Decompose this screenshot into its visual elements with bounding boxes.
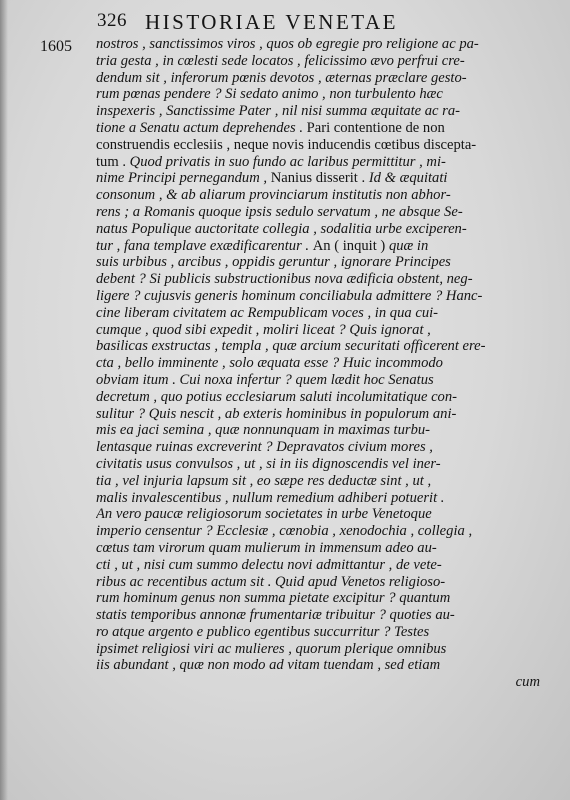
- text-line: [96, 506, 544, 523]
- text-line: [96, 338, 544, 355]
- text-segment: cine liberam civitatem ac Rempublicam voces , in qua cui-: [96, 304, 439, 321]
- text-line: [96, 187, 544, 204]
- text-line: [96, 473, 544, 490]
- page-number: 326: [97, 10, 127, 31]
- text-segment: natus Populique auctoritate collegia , sodalitia urbe exciperen-: [96, 220, 467, 237]
- text-line: [96, 406, 544, 423]
- text-segment: construendis ecclesiis , neque novis inducendis cœtibus discepta-: [96, 136, 477, 153]
- text-segment: nostros , sanctissimos viros , quos ob egregie pro religione ac pa-: [96, 36, 479, 52]
- text-segment: nime Principi pernegandum ,: [96, 170, 271, 187]
- text-line: [96, 322, 544, 339]
- text-segment: imperio censentur ? Ecclesiæ , cœnobia , xenodochia , collegia ,: [96, 523, 473, 540]
- text-segment: statis temporibus annonæ frumentariæ tribuitur ? quoties au-: [96, 607, 455, 624]
- text-line: [96, 137, 544, 154]
- text-segment: Pari contentione de non: [306, 119, 445, 136]
- text-segment: cumque , quod sibi expedit , moliri liceat ? Quis ignorat ,: [96, 321, 431, 338]
- text-line: [96, 154, 544, 171]
- page-gutter-shadow: [0, 0, 8, 800]
- text-segment: ligere ? cujusvis generis hominum conciliabula admittere ? Hanc-: [96, 287, 483, 304]
- text-segment: rens ; a Romanis quoque ipsis sedulo servatum , ne absque Se-: [96, 203, 463, 220]
- text-segment: obviam itum .: [96, 371, 180, 388]
- text-segment: mis ea jaci semina , quæ nonnunquam in maximas turbu-: [96, 422, 431, 439]
- text-segment: tione a Senatu actum deprehendes .: [96, 119, 307, 136]
- text-line: [96, 574, 544, 591]
- text-line: [96, 540, 544, 557]
- text-segment: An ( inquit ): [312, 237, 389, 254]
- text-line: [96, 590, 544, 607]
- text-segment: rum hominum genus non summa pietate excipitur ? quantum: [96, 590, 451, 607]
- text-segment: debent ? Si publicis substructionibus nova ædificia obstent, neg-: [96, 271, 473, 288]
- text-segment: ribus ac recentibus actum sit . Quid apud Venetos religioso-: [96, 573, 446, 590]
- text-line: [96, 372, 544, 389]
- text-line: [96, 254, 544, 271]
- text-line: [96, 70, 544, 87]
- catchword: cum: [515, 674, 540, 691]
- text-segment: dendum sit , inferorum pœnis devotos , æternas præclare gesto-: [96, 69, 467, 86]
- text-line: [96, 657, 544, 674]
- text-segment: ro atque argento e publico egentibus succurritur ? Testes: [96, 623, 430, 640]
- margin-year: 1605: [40, 38, 72, 55]
- text-segment: Quod privatis in suo fundo ac laribus permittitur , mi-: [129, 153, 446, 170]
- body-text: [96, 36, 544, 691]
- text-line: [96, 305, 544, 322]
- text-segment: Id & æquitati: [368, 170, 448, 187]
- text-segment: An vero paucæ religiosorum societates in urbe Venetoque: [96, 506, 432, 523]
- text-line: [96, 456, 544, 473]
- text-line: [96, 641, 544, 658]
- text-line: [96, 36, 544, 53]
- text-segment: sulitur ? Quis nescit , ab exteris hominibus in populorum ani-: [96, 405, 457, 422]
- text-segment: tria gesta , in cœlesti sede locatos , felicissimo ævo perfrui cre-: [96, 52, 465, 69]
- text-segment: ipsimet religiosi viri ac mulieres , quorum plerique omnibus: [96, 640, 447, 657]
- text-segment: malis invalescentibus , nullum remedium adhiberi potuerit .: [96, 489, 445, 506]
- text-segment: quæ in: [388, 237, 429, 254]
- text-segment: suis urbibus , arcibus , oppidis geruntur , ignorare Principes: [96, 254, 451, 271]
- text-line: [96, 170, 544, 187]
- text-segment: inspexeris , Sanctissime Pater , nil nisi summa æquitate ac ra-: [96, 103, 461, 120]
- text-segment: civitatis usus convulsos , ut , si in iis dignoscendis vel iner-: [96, 455, 441, 472]
- running-title: HISTORIAE VENETAE: [145, 10, 398, 34]
- text-segment: Nanius disserit .: [270, 170, 369, 187]
- text-segment: tum .: [96, 153, 130, 170]
- text-segment: tur , fana templave exædificarentur .: [96, 237, 313, 254]
- text-line: [96, 439, 544, 456]
- text-line: [96, 624, 544, 641]
- text-line: [96, 389, 544, 406]
- text-line: [96, 271, 544, 288]
- text-segment: tia , vel injuria lapsum sit , eo sæpe res deductæ sint , ut ,: [96, 472, 432, 489]
- text-line: [96, 490, 544, 507]
- text-segment: Cui noxa infertur ? quem lædit hoc Senatus: [179, 371, 434, 388]
- text-segment: basilicas exstructas , templa , quæ arcium securitati officerent ere-: [96, 338, 486, 355]
- text-line: [96, 238, 544, 255]
- text-segment: consonum , & ab aliarum provinciarum institutis non abhor-: [96, 187, 451, 204]
- text-line: [96, 355, 544, 372]
- text-line: [96, 607, 544, 624]
- text-line: [96, 288, 544, 305]
- text-line: [96, 86, 544, 103]
- text-segment: cœtus tam virorum quam mulierum in immensum adeo au-: [96, 539, 437, 556]
- text-line: [96, 422, 544, 439]
- text-segment: iis abundant , quæ non modo ad vitam tuendam , sed etiam: [96, 657, 441, 674]
- text-segment: cta , bello imminente , solo æquata esse ? Huic incommodo: [96, 355, 443, 372]
- text-line: [96, 103, 544, 120]
- text-line: [96, 523, 544, 540]
- text-segment: cti , ut , nisi cum summo delectu novi admittantur , de vete-: [96, 556, 442, 573]
- page-header: [97, 10, 537, 34]
- text-line: [96, 204, 544, 221]
- text-line: [96, 557, 544, 574]
- text-segment: rum pœnas pendere ? Si sedato animo , non turbulento hæc: [96, 86, 443, 103]
- text-line: [96, 53, 544, 70]
- text-line: [96, 221, 544, 238]
- text-segment: lentasque ruinas excreverint ? Depravatos civium mores ,: [96, 439, 433, 456]
- text-segment: decretum , quo potius ecclesiarum saluti incolumitatique con-: [96, 388, 457, 405]
- text-line: [96, 120, 544, 137]
